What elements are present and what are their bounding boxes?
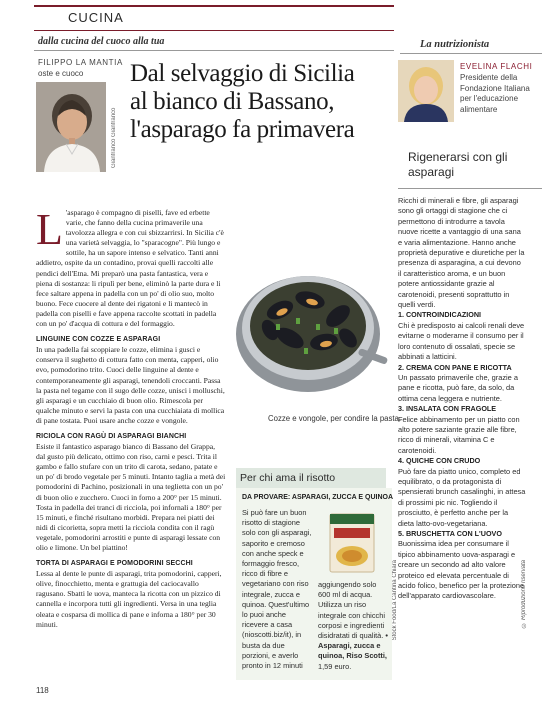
article-title (130, 60, 392, 144)
article-title-line: al bianco di Bassano, (130, 88, 335, 115)
recipe-text: Esiste il fantastico asparago bianco di Bassano del Grappa, dal gusto più delicato, ottimo con riso, carni e pesci. Trita il gambo e fallo stufare con un trito di carota, sedano, patate e un po' di brodo vegetale per 5 minuti. Intanto taglia a metà dei pomodorini di Pachino, posizionali in una teglietta con un po' di buon olio e zucchero. Cuoci in forno a 200° per 15 minuti. Tosta in padella dei tranci di ricciola, poi infornali a 180° per 15 minuti, e finché risultano morbidi. Prepara nei piatti dei nidi di cicorietta, sopra metti la ricciola condita con il ragù vegetale, pomodorini arrostiti e punte di asparagi lessate con olio e limone. Un bel piattino! (36, 442, 226, 552)
product-price: 1,59 euro. (318, 661, 352, 671)
recipe-title: RICIOLA CON RAGÙ DI ASPARAGI BIANCHI (36, 432, 187, 440)
photo-caption: Cozze e vongole, per condire la pasta. (268, 414, 402, 423)
header-rule (34, 50, 394, 51)
product-pack-image (322, 512, 382, 574)
nutrition-intro: Ricchi di minerali e fibre, gli asparagi sono gli ortaggi di stagione che ci permettono di introdurre a tavola nuove ricette a vantaggio di una sana e varia alimentazione. Hanno anche proprietà depurative e diuretiche per la presenza di asparagina, a cui devono il caratteristico aroma, e un buon potere antiossidante grazie al carotenoidi, presenti soprattutto in quelli verdi. (398, 196, 525, 310)
page-number: 118 (36, 686, 49, 695)
copyright-note: © Riproduzione riservata (521, 560, 527, 628)
nutrition-heading: Rigenerarsi con gli asparagi (408, 150, 508, 179)
box-kicker: DA PROVARE: ASPARAGI, ZUCCA E QUINOA (242, 494, 394, 501)
nutrition-rule (398, 188, 542, 189)
sidebar-rule (400, 53, 542, 54)
nutrition-item-text: Può fare da piatto unico, completo ed equilibrato, o da protagonista di spensierati brunch casalinghi, in attesa di prossimi pic nic. Togliendo il prosciutto, è perfetto anche per la dieta latto-ovo-vegetariana. (398, 466, 526, 528)
pack-photo-credit: Stock Food/La Cantina Chiara (392, 560, 398, 641)
nutrition-item-title: 1. CONTROINDICAZIONI (398, 310, 482, 320)
nutrition-item-title: 5. BRUSCHETTA CON L'UOVO (398, 529, 502, 538)
recipe-title: TORTA DI ASPARAGI E POMODORINI SECCHI (36, 560, 193, 568)
nutrition-item-title: 3. INSALATA CON FRAGOLE (398, 404, 497, 414)
nutrition-item-text: Chi è predisposto ai calcoli renali deve evitarne o moderarne il consumo per il loro contenuto di ossalati, specie se abbinati a latticini. (398, 320, 525, 362)
box-text-left: Si può fare un buon risotto di stagione solo con gli asparagi, saporito e cremoso con anche speck e formaggio fresco, ricco di fibre e vegetariano con riso integrale, zucca e quinoa. Quest'ultimo lo puoi anche ricevere a casa (nioscotti.biz/it), in busta da due porzioni, e averlo pronto in 12 minuti (242, 508, 312, 671)
recipe-text: In una padella fai scoppiare le cozze, elimina i gusci e conserva il sughetto di cottura fatto con menta, capperi, olio evo, pomodorino trito. Cuoci delle linguine al dente e contemporaneamente gli asparagi, tenendoli croccanti. Passa la pasta nel tegame con il sugo delle cozze, unisci i molluschi, gli asparagi e un cucchiaio di buon olio. Rimescola per qualche minuto e servi la pasta con una cucchiaiata di mollica di pane tostata. Puoi usare anche cozze e vongole. (36, 345, 225, 425)
nutrition-item-title: 4. QUICHE CON CRUDO (398, 456, 481, 466)
chef-name: FILIPPO LA MANTIA (38, 58, 123, 67)
section-label: CUCINA (68, 10, 124, 25)
article-intro: 'asparago è compagno di piselli, fave ed erbette varie, che fanno della cucina primaverile una tavolozza allegra e con cui sbizzarrirsi. In Sicilia c'è una varietà selvaggia, lo "sparacogne". Più lungo e sottile, ha un sapore intenso e selvatico. Tanti anni addietro, ospite da un contadino, provai quelli raccolti alle pendici dell'Etna. Mi preparò una pasta fantastica, vera e piena di sostanza: li ripulì per bene, eliminò la parte dura e li fece saltare appena in padella con un po' di olio suo, molto buono. Fece cuocere al dente dei rigatoni e li mantecò in padella con piselli e fave appena raccolte scottati in padella con un po' d'acqua di cottura e del formaggio. (36, 208, 224, 329)
chef-photo (36, 82, 106, 172)
box-text-right-body: aggiungendo solo 600 ml di acqua. Utilizza un riso integrale con chicchi corposi e ingredienti disidratati di qualità. (318, 580, 385, 641)
nutritionist-photo (398, 60, 454, 122)
nutrition-item-text: Felice abbinamento per un piatto con alto potere saziante grazie alle fibre, ricco di minerali, vitamina C e carotenoidi. (398, 414, 520, 455)
nutrition-column (398, 196, 526, 602)
box-text-right (318, 580, 388, 672)
chef-role: oste e cuoco (38, 69, 84, 78)
dish-photo (230, 230, 390, 408)
article-title-line: l'asparago fa primavera (130, 116, 355, 143)
drop-cap: L (36, 205, 63, 254)
recipe-text: Lessa al dente le punte di asparagi, trita pomodorini, capperi, olive, finocchietto, menta e grattugia del caciocavallo ragusano. Sbatti le uova, manteca la ricotta con un pizzico di cannella e incorpora tutti gli ingredienti. Versa in una teglia oleata e cosparsa di mollica di pane e inforna a 180° per 30 minuti. (36, 569, 222, 629)
product-name: • Asparagi, zucca e quinoa, Riso Scotti, (318, 631, 388, 661)
nutrition-item-text: Buonissima idea per consumare il tipico abbinamento uova-asparagi e creare un secondo ad alto valore proteico ed elevata percentuale di acido folico, benefico per la protezione dell'apparato cardiovascolare. (398, 539, 525, 601)
recipe-title: LINGUINE CON COZZE E ASPARAGI (36, 336, 161, 344)
article-title-line: Dal selvaggio di Sicilia (130, 60, 355, 87)
chef-photo-credit: Gianfranco Gianfranco (111, 107, 117, 168)
nutrition-item-text: Un passato primaverile che, grazie a pane e ricotta, può fare, da solo, da ottima cena leggera e nutriente. (398, 372, 518, 403)
nutritionist-name: EVELINA FLACHI (460, 62, 533, 71)
nutritionist-role: Presidente della Fondazione Italiana per l'educazione alimentare (460, 73, 530, 114)
article-body (36, 205, 226, 630)
sidebar-kicker: La nutrizionista (420, 39, 490, 50)
column-kicker: dalla cucina del cuoco alla tua (38, 36, 165, 47)
nutrition-item-title: 2. CREMA CON PANE E RICOTTA (398, 362, 512, 372)
box-heading: Per chi ama il risotto (240, 472, 336, 484)
